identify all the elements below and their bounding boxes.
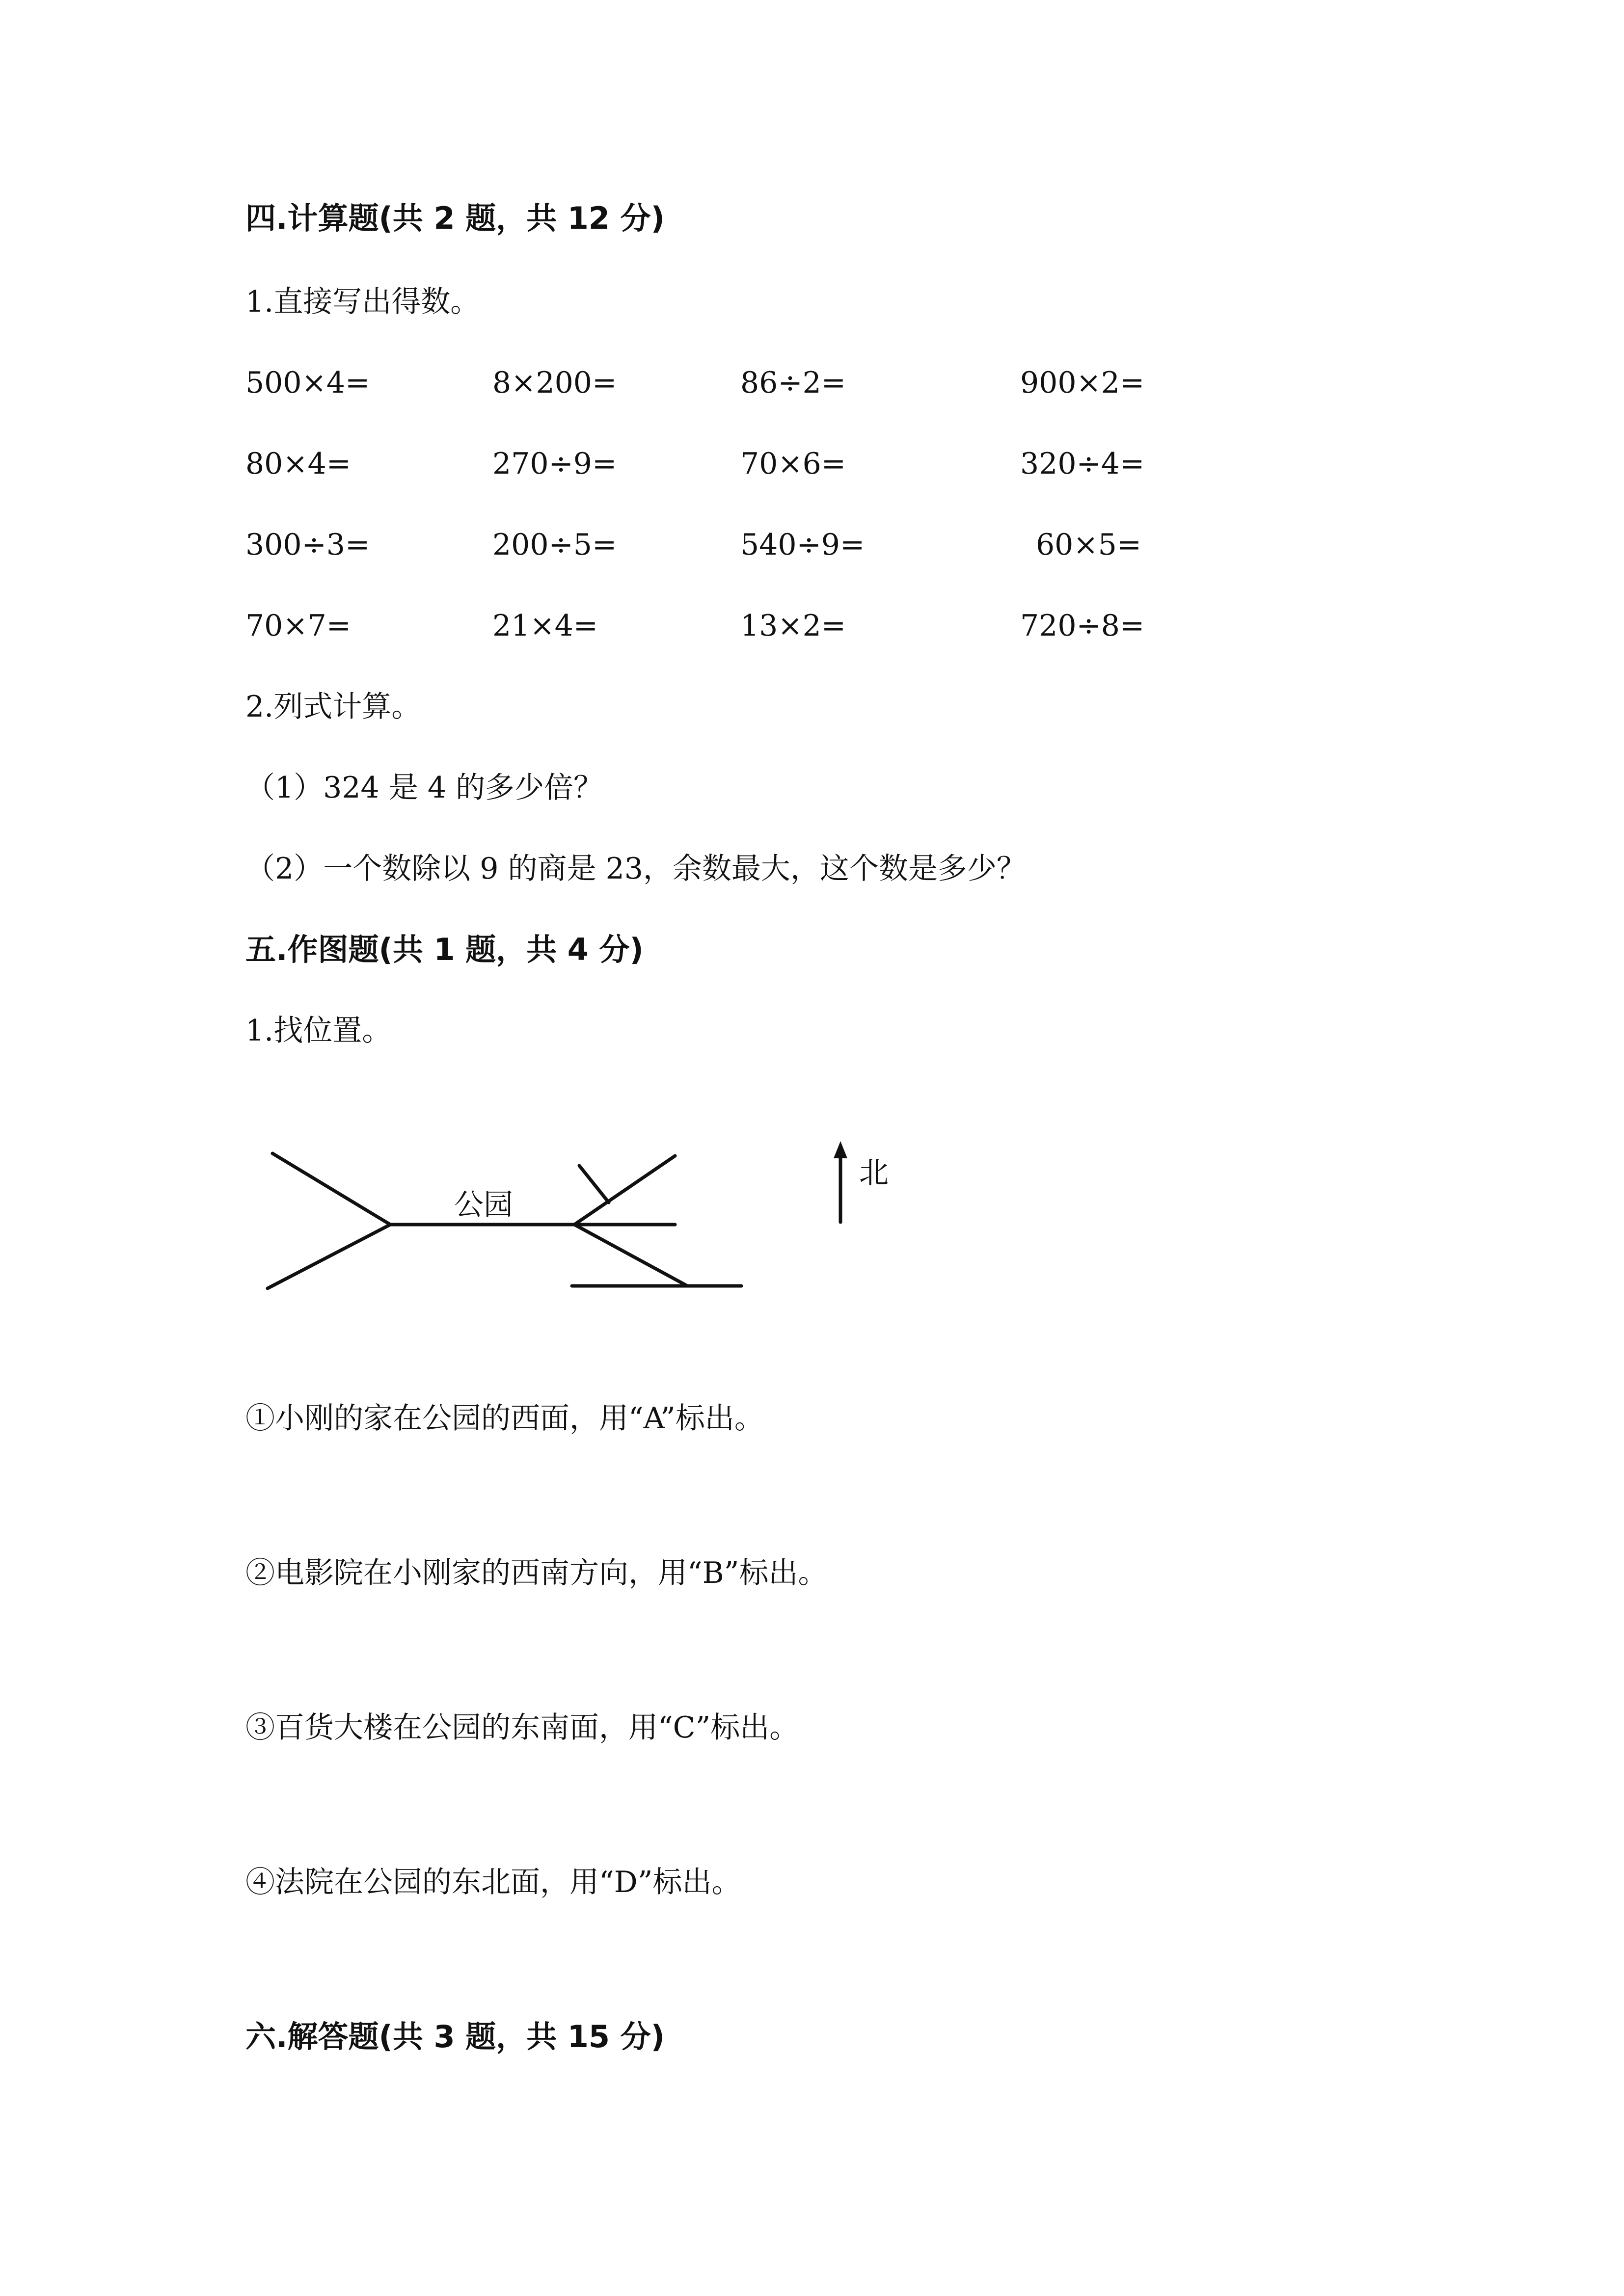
question-title-find-position: 1.找位置。 (245, 1014, 392, 1048)
question-item: ②电影院在小刚家的西南方向，用“B”标出。 (245, 1556, 828, 1590)
calc-item: 500×4= (245, 366, 370, 400)
calc-item: 900×2= (1020, 366, 1145, 400)
calc-item: 540÷9= (740, 528, 865, 562)
road-line (268, 1225, 390, 1288)
question-item: （1）324 是 4 的多少倍？ (245, 771, 603, 805)
question-item: ④法院在公园的东北面，用“D”标出。 (245, 1865, 741, 1899)
calc-item: 86÷2= (740, 366, 846, 400)
calc-item: 60×5= (1036, 528, 1142, 562)
question-item: （2）一个数除以 9 的商是 23，余数最大，这个数是多少？ (245, 852, 1026, 886)
calc-item: 70×7= (245, 609, 352, 643)
section-heading-calc: 四.计算题(共 2 题，共 12 分) (245, 200, 665, 236)
north-label: 北 (859, 1156, 889, 1190)
calc-item: 8×200= (492, 366, 617, 400)
calc-item: 300÷3= (245, 528, 370, 562)
road-line (574, 1225, 687, 1286)
calc-item: 270÷9= (492, 447, 617, 481)
section-heading-draw: 五.作图题(共 1 题，共 4 分) (245, 932, 644, 967)
question-item: ③百货大楼在公园的东南面，用“C”标出。 (245, 1710, 799, 1745)
calc-item: 70×6= (740, 447, 846, 481)
calc-item: 200÷5= (492, 528, 617, 562)
road-line (574, 1156, 675, 1225)
question-title-formula-calc: 2.列式计算。 (245, 690, 421, 724)
section-heading-answer: 六.解答题(共 3 题，共 15 分) (245, 2019, 665, 2055)
calc-item: 13×2= (740, 609, 846, 643)
calc-item: 320÷4= (1020, 447, 1145, 481)
road-line (579, 1166, 609, 1202)
question-title-direct-calc: 1.直接写出得数。 (245, 285, 480, 319)
park-label: 公园 (454, 1188, 513, 1222)
calc-item: 21×4= (492, 609, 598, 643)
calc-item: 720÷8= (1020, 609, 1145, 643)
north-arrow-icon (834, 1141, 847, 1158)
calc-item: 80×4= (245, 447, 352, 481)
question-item: ①小刚的家在公园的西面，用“A”标出。 (245, 1401, 764, 1436)
road-line (272, 1153, 390, 1225)
